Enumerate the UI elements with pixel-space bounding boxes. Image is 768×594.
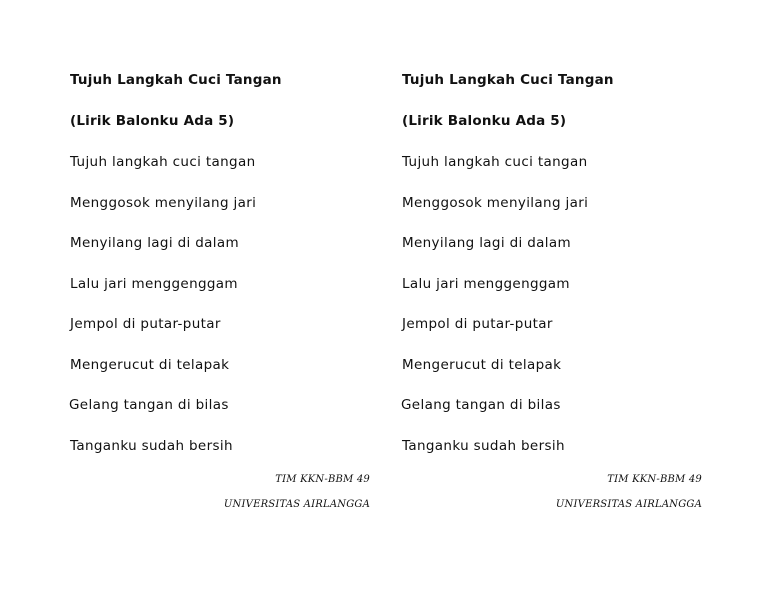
lyric-line-1: Tujuh langkah cuci tangan: [70, 154, 256, 170]
song-subtitle: (Lirik Balonku Ada 5): [70, 113, 235, 129]
lyric-line-2: Menggosok menyilang jari: [70, 195, 257, 211]
university-credit: UNIVERSITAS AIRLANGGA: [555, 499, 702, 510]
lyric-line-2: Menggosok menyilang jari: [402, 195, 589, 211]
lyrics-sheet-left: [70, 0, 370, 594]
lyric-line-3: Menyilang lagi di dalam: [402, 235, 572, 251]
song-title: Tujuh Langkah Cuci Tangan: [402, 72, 614, 88]
lyrics-sheet-right: [402, 0, 702, 594]
lyric-line-8: Tanganku sudah bersih: [402, 438, 565, 454]
lyric-line-7: Gelang tangan di bilas: [69, 397, 229, 413]
lyric-line-7: Gelang tangan di bilas: [401, 397, 561, 413]
lyric-line-1: Tujuh langkah cuci tangan: [402, 154, 588, 170]
university-credit: UNIVERSITAS AIRLANGGA: [223, 499, 370, 510]
team-credit: TIM KKN-BBM 49: [607, 474, 702, 485]
lyric-line-5: Jempol di putar-putar: [70, 316, 221, 332]
song-title: Tujuh Langkah Cuci Tangan: [70, 72, 282, 88]
team-credit: TIM KKN-BBM 49: [275, 474, 370, 485]
lyric-line-3: Menyilang lagi di dalam: [70, 235, 240, 251]
song-subtitle: (Lirik Balonku Ada 5): [402, 113, 567, 129]
lyric-line-4: Lalu jari menggenggam: [70, 276, 238, 292]
lyric-line-4: Lalu jari menggenggam: [402, 276, 570, 292]
lyric-line-8: Tanganku sudah bersih: [70, 438, 233, 454]
lyric-line-6: Mengerucut di telapak: [70, 357, 230, 373]
lyric-line-5: Jempol di putar-putar: [402, 316, 553, 332]
lyric-line-6: Mengerucut di telapak: [402, 357, 562, 373]
